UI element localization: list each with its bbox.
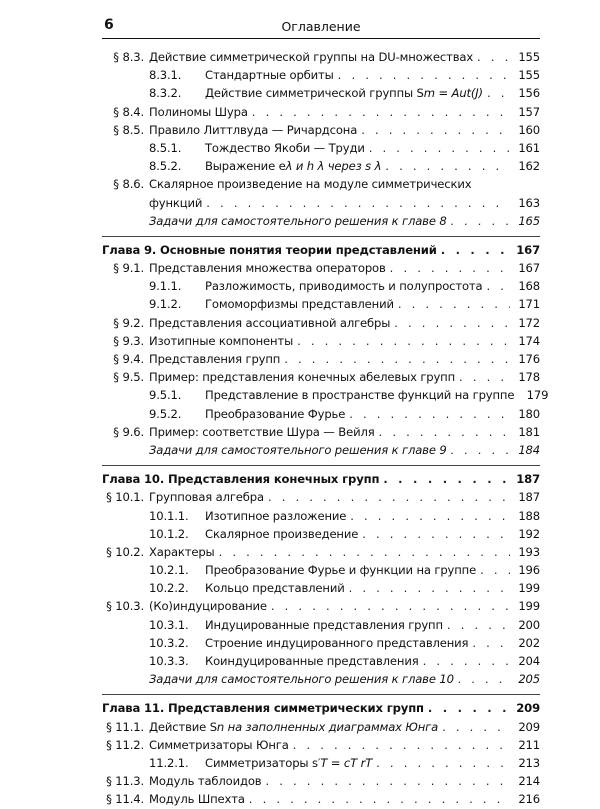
- toc-subsection-entry[interactable]: [102, 754, 540, 772]
- entry-title-text: Правило Литтлвуда — Ричардсона: [149, 122, 358, 137]
- dot-leader: [350, 507, 510, 525]
- entry-number: 9.5.2.: [149, 406, 182, 421]
- entry-page-number: 167: [516, 242, 540, 257]
- entry-page-number: 200: [518, 617, 540, 632]
- dot-leader: [206, 194, 510, 212]
- entry-page-number: 165: [518, 213, 540, 228]
- entry-title: [149, 597, 267, 615]
- dot-leader: [441, 241, 510, 259]
- dot-leader: [219, 543, 510, 561]
- entry-title-text: Представления групп: [149, 352, 281, 366]
- entry-number: 9.1.2.: [149, 297, 182, 312]
- dot-leader: [472, 634, 510, 652]
- entry-number: § 9.6.: [113, 424, 144, 439]
- table-of-contents: [102, 48, 549, 809]
- entry-title: [149, 543, 215, 561]
- entry-title-text: Полиномы Шура: [149, 104, 248, 119]
- entry-title: [205, 754, 372, 772]
- entry-title-text: Глава 10. Представления конечных групп: [102, 472, 380, 487]
- entry-title: [205, 66, 334, 84]
- entry-title: [149, 772, 262, 790]
- entry-page-number: 176: [518, 352, 540, 366]
- entry-title-text: Действие симметрической группы на DU-множествах: [149, 50, 474, 64]
- dot-leader: [362, 525, 510, 543]
- entry-title-text: Симметризаторы Юнга: [149, 737, 289, 752]
- entry-page-number: 199: [518, 581, 540, 596]
- dot-leader: [385, 157, 510, 175]
- entry-title-text: (Ко)индуцирование: [149, 599, 267, 614]
- toc-subsection-entry[interactable]: [102, 507, 540, 525]
- entry-page-number: 202: [518, 635, 540, 650]
- entry-title-text: Глава 11. Представления симметрических групп: [102, 701, 424, 716]
- dot-leader: [480, 561, 510, 579]
- entry-title: [205, 295, 394, 313]
- entry-title: [205, 386, 514, 404]
- entry-number: 11.2.1.: [149, 755, 189, 770]
- toc-section-entry[interactable]: [102, 314, 540, 332]
- entry-page-number: 155: [518, 68, 540, 83]
- toc-subsection-entry[interactable]: [102, 525, 540, 543]
- dot-leader: [459, 368, 510, 386]
- toc-subsection-entry[interactable]: [102, 616, 540, 634]
- dot-leader: [266, 772, 511, 790]
- dot-leader: [442, 718, 510, 736]
- entry-number: 8.5.1.: [149, 140, 182, 155]
- toc-subsection-entry[interactable]: [102, 139, 540, 157]
- entry-number: 9.1.1.: [149, 279, 182, 294]
- entry-title: [205, 525, 358, 543]
- toc-subsection-entry[interactable]: [102, 277, 540, 295]
- entry-number: § 8.3.: [113, 50, 144, 64]
- entry-number: § 11.4.: [106, 792, 144, 807]
- dot-leader: [447, 616, 510, 634]
- entry-page-number: 178: [518, 370, 540, 385]
- toc-subsection-entry[interactable]: [102, 561, 540, 579]
- entry-title: [205, 139, 365, 157]
- entry-title-text: Скалярное произведение: [205, 526, 359, 541]
- toc-section-entry[interactable]: [102, 350, 540, 368]
- entry-title: [149, 332, 293, 350]
- toc-section-entry[interactable]: [102, 48, 540, 66]
- entry-page-number: 209: [516, 701, 540, 716]
- dot-leader: [458, 670, 510, 688]
- entry-title-text: Модуль Шпехта: [149, 792, 245, 807]
- entry-title: [205, 507, 346, 525]
- toc-subsection-entry[interactable]: [102, 386, 549, 404]
- entry-title: [205, 652, 419, 670]
- toc-subsection-entry[interactable]: [102, 84, 540, 102]
- running-title: Оглавление: [281, 19, 361, 34]
- entry-title-text: Разложимость, приводимость и полупростота: [205, 279, 483, 294]
- entry-title-text: Стандартные орбиты: [205, 68, 334, 83]
- entry-title-text: Гомоморфизмы представлений: [205, 297, 394, 312]
- entry-title: [149, 314, 390, 332]
- entry-number: 10.2.2.: [149, 581, 189, 596]
- entry-title: [149, 212, 447, 230]
- entry-page-number: 209: [518, 719, 540, 734]
- entry-page-number: 193: [518, 544, 540, 559]
- entry-title-text: Действие симметрической группы S: [205, 86, 424, 101]
- dot-leader: [376, 754, 510, 772]
- entry-title-text: Кольцо представлений: [205, 581, 345, 596]
- dot-leader: [477, 48, 510, 66]
- entry-title-text: Задачи для самостоятельного решения к главе 8: [149, 213, 447, 228]
- entry-title: [149, 350, 280, 368]
- toc-subsection-entry[interactable]: [102, 405, 540, 423]
- entry-number: § 8.4.: [113, 104, 144, 119]
- entry-number: 10.1.2.: [149, 526, 189, 541]
- entry-title-text: Индуцированные представления групп: [205, 617, 443, 632]
- toc-subsection-entry[interactable]: [102, 634, 540, 652]
- entry-title-text: Строение индуцированного представления: [205, 635, 469, 650]
- entry-title: [149, 103, 248, 121]
- entry-page-number: 155: [518, 50, 540, 64]
- entry-title-text: Глава 9. Основные понятия теории представлений: [102, 242, 437, 257]
- entry-page-number: 172: [518, 315, 540, 330]
- entry-title: [205, 405, 345, 423]
- toc-exercises-entry[interactable]: [102, 212, 540, 230]
- entry-page-number: 163: [518, 195, 540, 210]
- entry-page-number: 213: [518, 755, 540, 770]
- dot-leader: [451, 441, 510, 459]
- entry-page-number: 216: [518, 792, 540, 807]
- entry-title: [149, 368, 455, 386]
- entry-title-text: Выражение e: [205, 159, 286, 174]
- entry-number: 8.3.2.: [149, 86, 182, 101]
- entry-number: 10.3.1.: [149, 617, 189, 632]
- entry-title: [102, 699, 424, 717]
- toc-section-entry[interactable]: [102, 103, 540, 121]
- entry-title-text: Представления множества операторов: [149, 261, 386, 276]
- entry-number: § 9.2.: [113, 315, 144, 330]
- entry-title: [149, 736, 289, 754]
- entry-title: [149, 718, 438, 736]
- entry-title: [149, 441, 447, 459]
- entry-title-text: Изотипные компоненты: [149, 333, 294, 348]
- dot-leader: [338, 66, 510, 84]
- math-expression: n на заполненных диаграммах Юнга: [216, 719, 439, 734]
- entry-page-number: 187: [516, 472, 540, 487]
- entry-number: § 10.2.: [106, 544, 144, 559]
- toc-subsection-entry[interactable]: [102, 295, 540, 313]
- entry-title-text: Симметризаторы s: [205, 755, 318, 770]
- page-header: [102, 14, 540, 39]
- entry-page-number: 161: [518, 140, 540, 155]
- toc-section-entry[interactable]: [102, 597, 540, 615]
- entry-page-number: 196: [518, 563, 540, 578]
- entry-page-number: 162: [518, 159, 540, 174]
- dot-leader: [451, 212, 510, 230]
- entry-page-number: 174: [518, 333, 540, 348]
- toc-section-entry[interactable]: [102, 790, 540, 808]
- entry-number: § 8.5.: [113, 122, 144, 137]
- entry-page-number: 156: [518, 86, 540, 101]
- entry-title-text: Пример: представления конечных абелевых групп: [149, 370, 456, 385]
- dot-leader: [361, 121, 510, 139]
- dot-leader: [252, 103, 510, 121]
- toc-chapter-entry[interactable]: [102, 699, 540, 717]
- entry-page-number: 184: [518, 442, 540, 457]
- toc-subsection-entry[interactable]: [102, 66, 540, 84]
- dot-leader: [379, 423, 510, 441]
- chapter-divider: [102, 465, 540, 466]
- entry-title: [205, 84, 483, 102]
- dot-leader: [428, 699, 510, 717]
- toc-section-entry[interactable]: [102, 488, 540, 506]
- dot-leader: [390, 259, 510, 277]
- entry-page-number: 187: [518, 490, 540, 505]
- toc-subsection-entry[interactable]: [102, 157, 540, 175]
- entry-title-text: Характеры: [149, 544, 215, 559]
- entry-title-text: Тождество Якоби — Труди: [205, 140, 365, 155]
- entry-title: [205, 634, 468, 652]
- toc-exercises-entry[interactable]: [102, 670, 540, 688]
- entry-page-number: 199: [518, 599, 540, 614]
- entry-title-text: Коиндуцированные представления: [205, 654, 419, 668]
- entry-title: [205, 277, 482, 295]
- toc-subsection-entry[interactable]: [102, 652, 540, 670]
- entry-page-number: 171: [518, 297, 540, 312]
- entry-number: § 9.1.: [113, 261, 144, 276]
- entry-page-number: 211: [518, 737, 540, 752]
- entry-number: § 11.2.: [106, 737, 144, 752]
- entry-number: § 11.1.: [106, 719, 144, 734]
- entry-title-text: Изотипное разложение: [205, 508, 347, 523]
- entry-page-number: 168: [518, 279, 540, 294]
- entry-page-number: 192: [518, 526, 540, 541]
- toc-chapter-entry[interactable]: [102, 241, 540, 259]
- entry-number: 10.3.2.: [149, 635, 189, 650]
- chapter-divider: [102, 694, 540, 695]
- toc-exercises-entry[interactable]: [102, 441, 540, 459]
- math-expression: ′T = cT rT: [317, 755, 373, 770]
- entry-number: 10.1.1.: [149, 508, 189, 523]
- entry-number: § 8.6.: [113, 177, 144, 192]
- toc-section-entry[interactable]: [102, 332, 540, 350]
- toc-subsection-entry[interactable]: [102, 579, 540, 597]
- entry-title-text: Задачи для самостоятельного решения к главе 10: [149, 672, 454, 687]
- entry-title: [149, 670, 454, 688]
- entry-page-number: 214: [518, 774, 540, 789]
- entry-title: [149, 423, 375, 441]
- entry-number: § 9.3.: [113, 333, 144, 348]
- entry-number: § 10.3.: [106, 599, 144, 614]
- entry-title: [149, 121, 357, 139]
- dot-leader: [271, 597, 510, 615]
- entry-title-continued: функций: [149, 195, 203, 210]
- entry-page-number: 204: [518, 654, 540, 668]
- dot-leader: [394, 314, 510, 332]
- dot-leader: [297, 332, 510, 350]
- entry-title: [149, 48, 473, 66]
- entry-title-text: Модуль таблоидов: [149, 774, 262, 789]
- entry-title-text: Действие S: [149, 719, 217, 734]
- toc-section-entry[interactable]: [102, 736, 540, 754]
- entry-number: 10.3.3.: [149, 654, 189, 668]
- entry-title-text: Преобразование Фурье: [205, 406, 346, 421]
- toc-section-entry[interactable]: [102, 259, 540, 277]
- entry-number: § 10.1.: [106, 490, 144, 505]
- dot-leader: [293, 736, 510, 754]
- entry-title-text: Преобразование Фурье и функции на группе: [205, 563, 477, 578]
- entry-title: Скалярное произведение на модуле симметрических: [149, 177, 472, 192]
- entry-page-number: 205: [518, 672, 540, 687]
- entry-page-number: 157: [518, 104, 540, 119]
- entry-title: [205, 561, 476, 579]
- entry-page-number: 188: [518, 508, 540, 523]
- toc-chapter-entry[interactable]: [102, 470, 540, 488]
- toc-section-entry[interactable]: [102, 368, 540, 386]
- entry-page-number: 160: [518, 122, 540, 137]
- entry-title-text: Пример: соответствие Шура — Вейля: [149, 424, 375, 439]
- entry-title: [149, 259, 386, 277]
- toc-section-entry[interactable]: [102, 718, 540, 736]
- entry-number: § 9.4.: [113, 352, 144, 366]
- entry-title-text: Представления ассоциативной алгебры: [149, 315, 391, 330]
- toc-section-entry[interactable]: [102, 543, 540, 561]
- entry-title: [149, 488, 264, 506]
- entry-number: 8.3.1.: [149, 68, 182, 83]
- dot-leader: [349, 579, 510, 597]
- entry-title: [205, 579, 345, 597]
- dot-leader: [268, 488, 510, 506]
- math-expression: m = Aut(J): [423, 86, 483, 101]
- entry-number: 10.2.1.: [149, 563, 189, 578]
- dot-leader: [487, 84, 510, 102]
- entry-page-number: 167: [518, 261, 540, 276]
- entry-title: [102, 241, 437, 259]
- dot-leader: [486, 277, 510, 295]
- toc-section-entry[interactable]: [102, 175, 540, 193]
- chapter-divider: [102, 236, 540, 237]
- toc-section-entry[interactable]: [102, 772, 540, 790]
- entry-number: 9.5.1.: [149, 388, 182, 403]
- entry-title-text: Задачи для самостоятельного решения к главе 9: [149, 442, 447, 457]
- page-number: 6: [104, 17, 114, 33]
- entry-continuation: [102, 194, 540, 212]
- dot-leader: [423, 652, 510, 670]
- dot-leader: [383, 470, 510, 488]
- dot-leader: [349, 405, 510, 423]
- entry-title: [205, 616, 443, 634]
- entry-number: § 9.5.: [113, 370, 144, 385]
- math-expression: λ и h λ через s λ: [285, 159, 382, 174]
- dot-leader: [249, 790, 510, 808]
- entry-title-text: Представление в пространстве функций на группе: [205, 388, 515, 403]
- entry-page-number: 179: [526, 388, 549, 403]
- dot-leader: [284, 350, 510, 368]
- entry-number: 8.5.2.: [149, 159, 182, 174]
- toc-section-entry[interactable]: [102, 423, 540, 441]
- dot-leader: [369, 139, 510, 157]
- entry-title: [149, 790, 245, 808]
- entry-number: § 11.3.: [106, 774, 144, 789]
- entry-title: [102, 470, 379, 488]
- entry-title-text: Групповая алгебра: [149, 490, 264, 505]
- toc-section-entry[interactable]: [102, 121, 540, 139]
- entry-title: [205, 157, 381, 175]
- dot-leader: [398, 295, 510, 313]
- entry-page-number: 181: [518, 424, 540, 439]
- entry-page-number: 180: [518, 406, 540, 421]
